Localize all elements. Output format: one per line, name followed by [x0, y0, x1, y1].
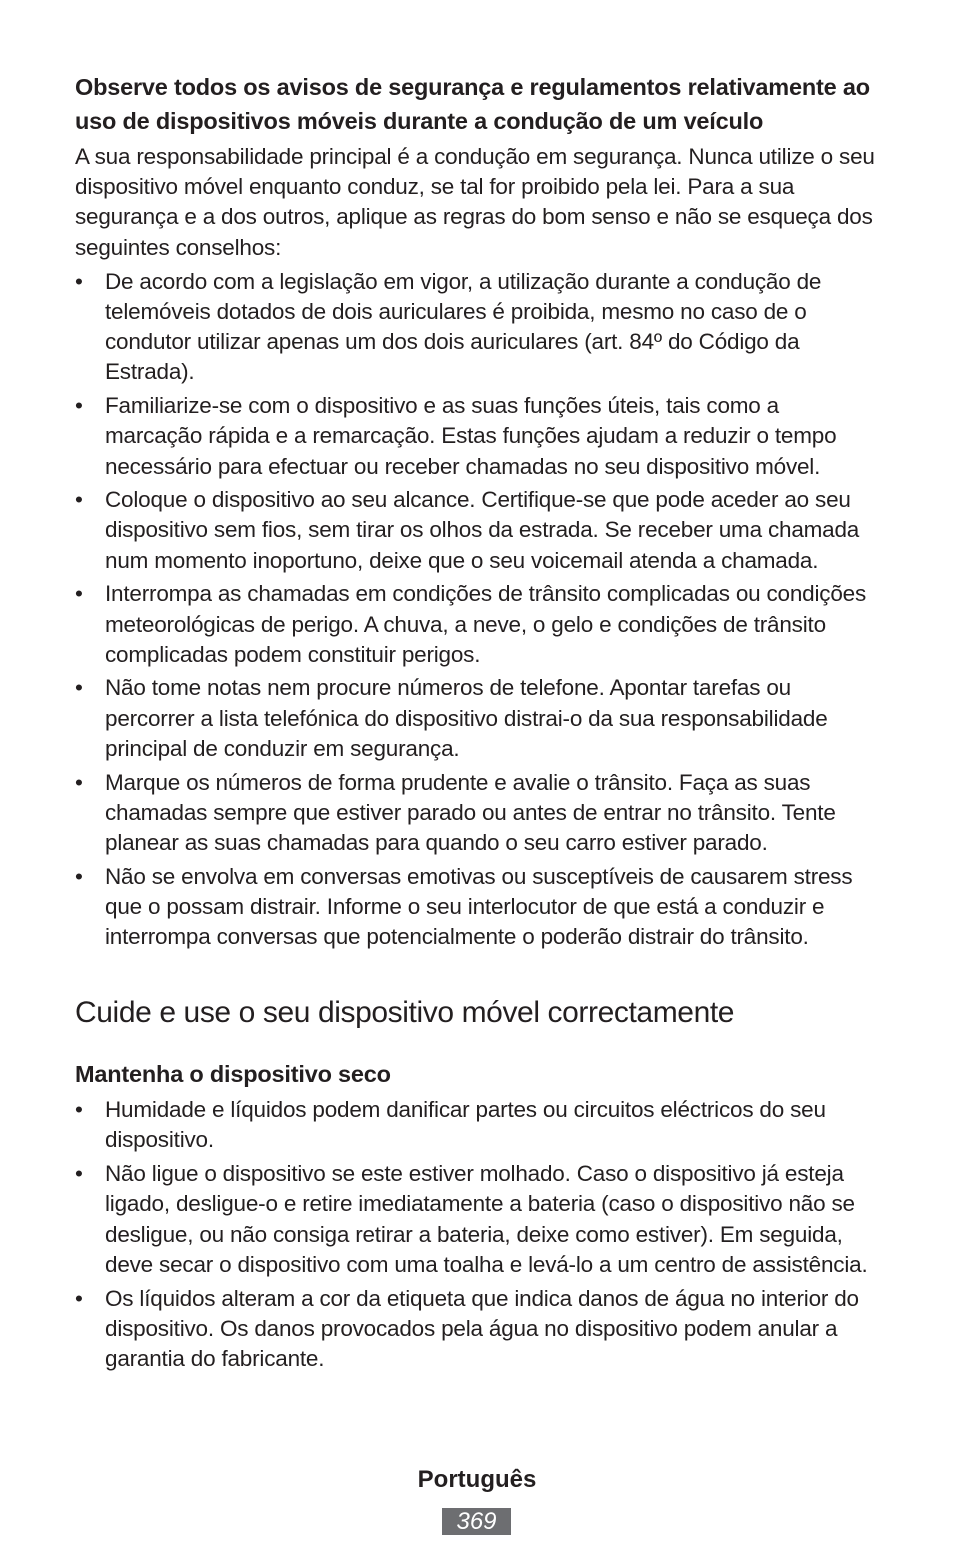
bullet-icon: • [75, 487, 83, 513]
safety-intro-paragraph: A sua responsabilidade principal é a condução em segurança. Nunca utilize o seu dispositivo móvel enquanto conduz, se tal for proibido pela lei. Para a sua segurança e a dos outros, aplique as regras do bom senso e não se esqueça dos seguintes conselhos: [75, 144, 875, 260]
list-item-text: Coloque o dispositivo ao seu alcance. Certifique-se que pode aceder ao seu dispositivo sem fios, sem tirar os olhos da estrada. Se receber uma chamada num momento inoportuno, deixe que o seu voicemail atenda a chamada. [105, 487, 860, 573]
list-item-text: Marque os números de forma prudente e avalie o trânsito. Faça as suas chamadas sempre que estiver parado ou antes de entrar no trânsito. Tente planear as suas chamadas para quando o seu carro estiver parado. [105, 769, 836, 855]
list-item [75, 579, 880, 670]
list-item-text: Não ligue o dispositivo se este estiver molhado. Caso o dispositivo já esteja ligado, desligue-o e retire imediatamente a bateria (caso o dispositivo não se desligue, ou não consiga retirar a bateria, deixe como estiver). Em seguida, deve secar o dispositivo com uma toalha e levá-lo a um centro de assistência. [105, 1161, 868, 1277]
page-number: 369 [442, 1508, 511, 1535]
safety-heading: Observe todos os avisos de segurança e regulamentos relativamente ao uso de dispositivos móveis durante a condução de um veículo [75, 74, 870, 134]
list-item [75, 1159, 880, 1280]
bullet-icon: • [75, 769, 83, 795]
bullet-icon: • [75, 581, 83, 607]
list-item-text: Não tome notas nem procure números de telefone. Apontar tarefas ou percorrer a lista telefónica do dispositivo distrai-o da sua responsabilidade principal de conduzir em segurança. [105, 675, 828, 761]
list-item-text: Familiarize-se com o dispositivo e as suas funções úteis, tais como a marcação rápida e a remarcação. Estas funções ajudam a reduzir o tempo necessário para efectuar ou receber chamadas no seu dispositivo móvel. [105, 393, 837, 479]
bullet-icon: • [75, 1285, 83, 1311]
bullet-icon: • [75, 675, 83, 701]
list-item-text: Não se envolva em conversas emotivas ou susceptíveis de causarem stress que o possam distrair. Informe o seu interlocutor de que está a conduzir e interrompa conversas que potencialmente o poderão distrair do trânsito. [105, 863, 853, 950]
safety-bullet-list [75, 267, 880, 952]
list-item-text: De acordo com a legislação em vigor, a utilização durante a condução de telemóveis dotados de dois auriculares é proibida, mesmo no caso de o condutor utilizar apenas um dos dois auriculares (art. 84º do Código da Estrada). [105, 268, 822, 385]
list-item [75, 391, 880, 482]
footer-language: Português [417, 1466, 537, 1493]
list-item [75, 267, 880, 388]
list-item-text: Humidade e líquidos podem danificar partes ou circuitos eléctricos do seu dispositivo. [105, 1097, 826, 1153]
bullet-icon: • [75, 393, 83, 419]
list-item-text: Os líquidos alteram a cor da etiqueta que indica danos de água no interior do dispositivo. Os danos provocados pela água no dispositivo podem anular a garantia do fabricante. [105, 1285, 859, 1371]
keep-dry-bullet-list [75, 1095, 880, 1374]
bullet-icon: • [75, 1097, 83, 1123]
keep-dry-subheading: Mantenha o dispositivo seco [75, 1061, 391, 1088]
bullet-icon: • [75, 268, 83, 294]
list-item [75, 768, 880, 859]
list-item [75, 1095, 880, 1155]
list-item [75, 1284, 880, 1375]
bullet-icon: • [75, 863, 83, 889]
document-page [75, 70, 880, 1378]
list-item [75, 485, 880, 576]
bullet-icon: • [75, 1161, 83, 1187]
list-item [75, 673, 880, 764]
care-section-heading: Cuide e use o seu dispositivo móvel correctamente [75, 996, 735, 1030]
list-item [75, 862, 880, 953]
list-item-text: Interrompa as chamadas em condições de trânsito complicadas ou condições meteorológicas de perigo. A chuva, a neve, o gelo e condições de trânsito complicadas podem constituir perigos. [105, 581, 867, 667]
